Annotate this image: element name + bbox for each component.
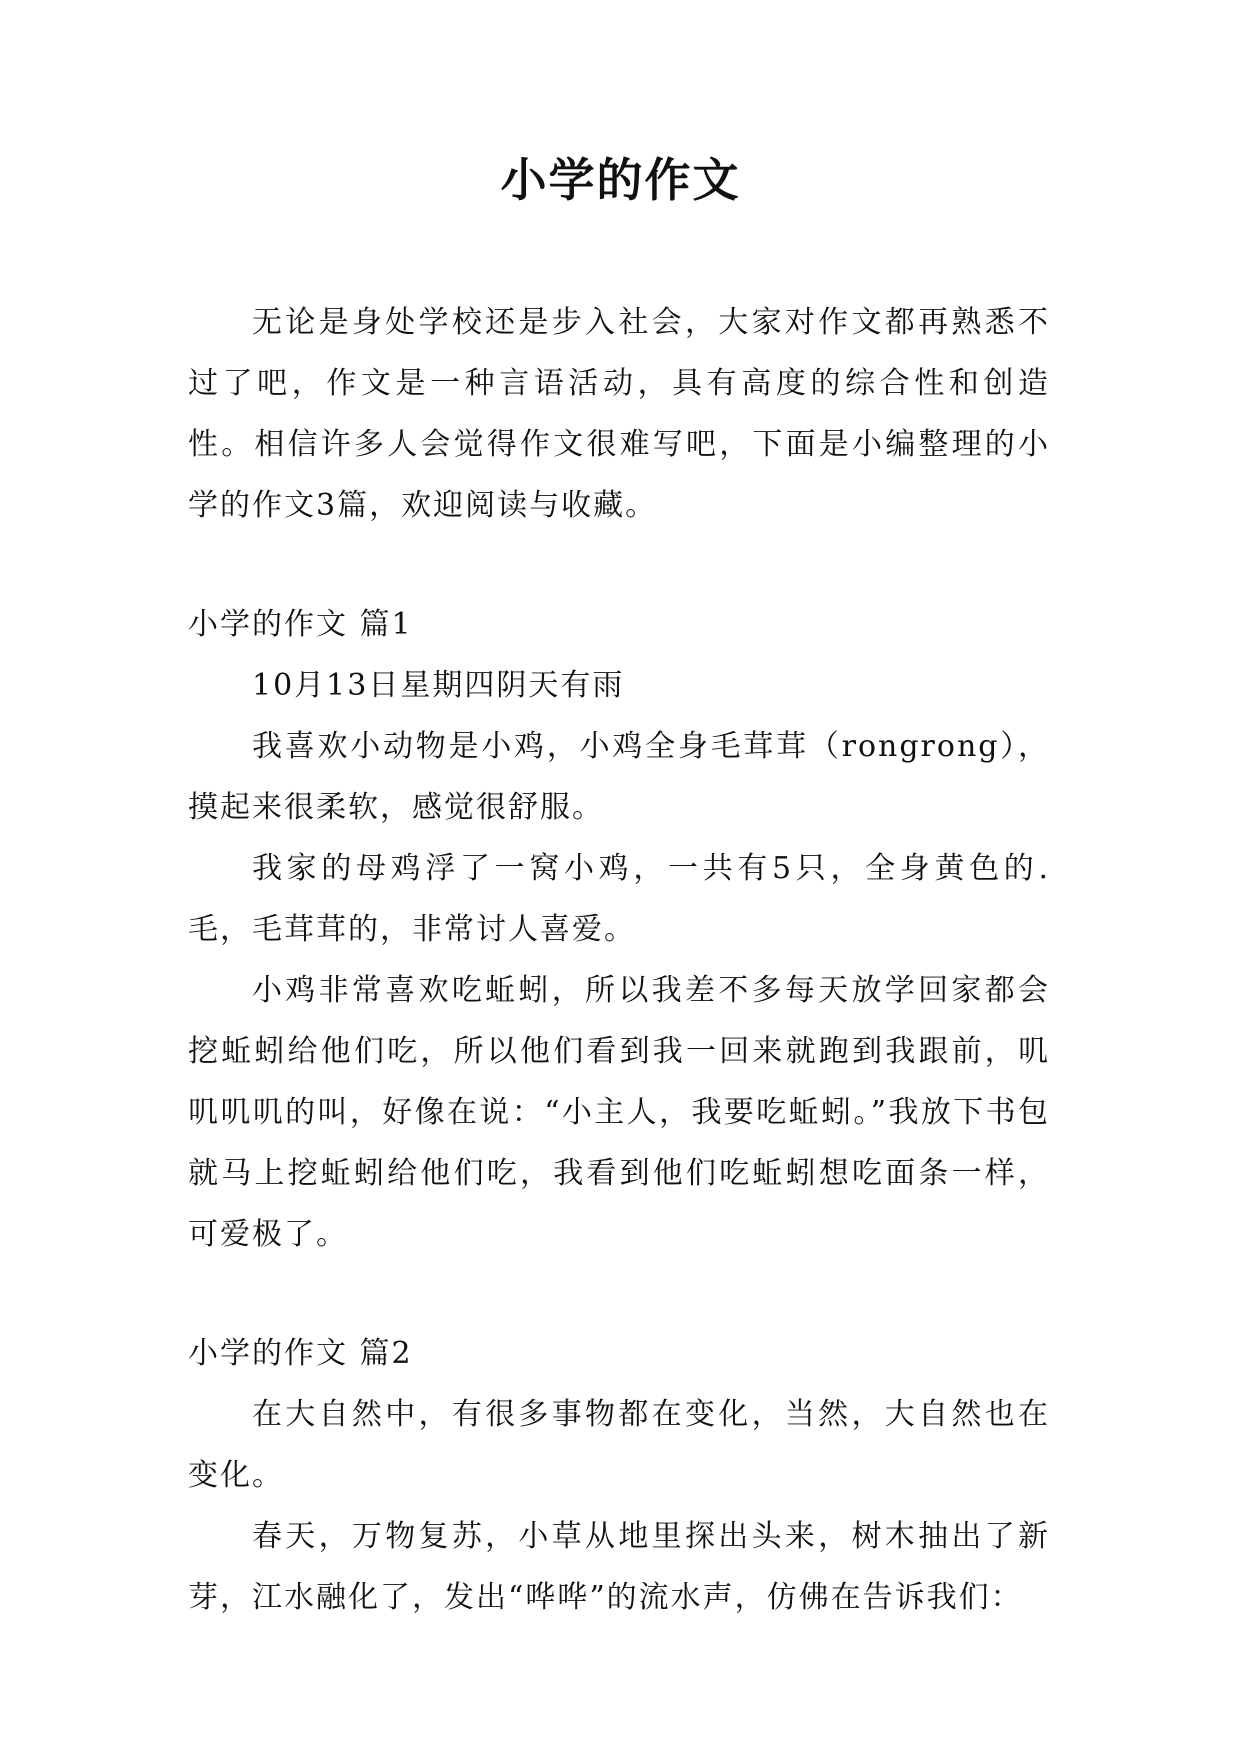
section-2-paragraph-2: 春天，万物复苏，小草从地里探出头来，树木抽出了新芽，江水融化了，发出“哗哗”的流水声，仿佛在告诉我们： (188, 1519, 1050, 1615)
intro-paragraph: 无论是身处学校还是步入社会，大家对作文都再熟悉不过了吧，作文是一种言语活动，具有高度的综合性和创造性。相信许多人会觉得作文很难写吧，下面是小编整理的小学的作文3篇，欢迎阅读与收藏。 (188, 305, 1050, 523)
section-1-paragraph-4: 小鸡非常喜欢吃蚯蚓，所以我差不多每天放学回家都会挖蚯蚓给他们吃，所以他们看到我一回来就跑到我跟前，叽叽叽叽的叫，好像在说：“小主人，我要吃蚯蚓。”我放下书包就马上挖蚯蚓给他们吃，我看到他们吃蚯蚓想吃面条一样，可爱极了。 (188, 973, 1050, 1252)
section-heading-2: 小学的作文 篇2 (188, 1336, 413, 1371)
document-body (188, 292, 1050, 1628)
section-heading-1: 小学的作文 篇1 (188, 607, 413, 642)
section-1-paragraph-1: 10月13日星期四阴天有雨 (252, 668, 625, 703)
document-title: 小学的作文 (500, 153, 741, 207)
section-1-paragraph-2: 我喜欢小动物是小鸡，小鸡全身毛茸茸（rongrong），摸起来很柔软，感觉很舒服。 (188, 729, 1050, 825)
section-2-paragraph-1: 在大自然中，有很多事物都在变化，当然，大自然也在变化。 (188, 1397, 1050, 1493)
section-1-paragraph-3: 我家的母鸡浮了一窝小鸡，一共有5只，全身黄色的.毛，毛茸茸的，非常讨人喜爱。 (188, 851, 1050, 947)
